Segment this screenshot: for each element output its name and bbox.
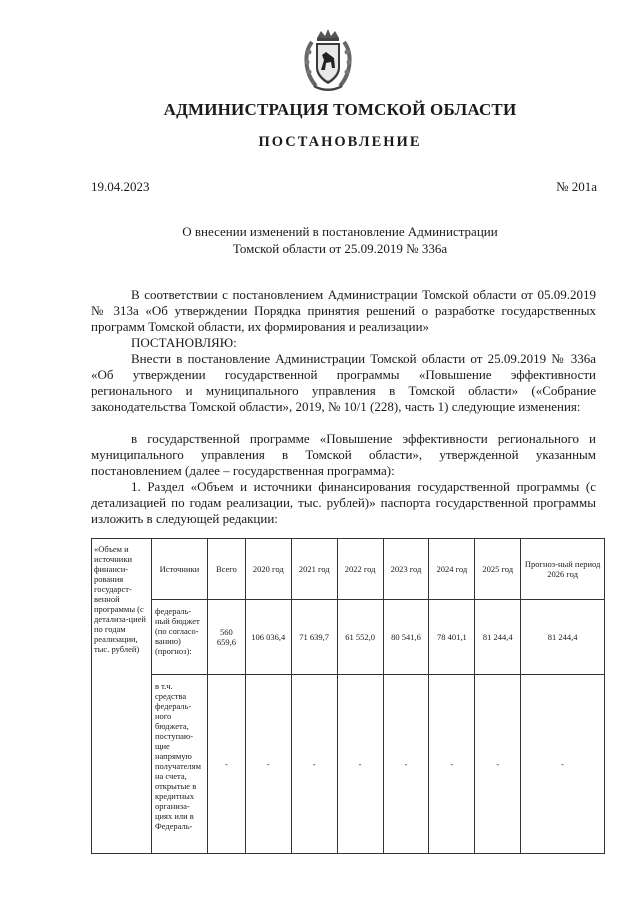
paragraph-amendment: Внести в постановление Администрации Томской области от 25.09.2019 № 336а «Об утверждении государственной программы «Повышение эффективности регионального и муниципального управления в Томской области» («Собрание законодательства Томской области», 2019, № 10/1 (228), часть 1) следующие изменения: bbox=[91, 351, 596, 414]
value-cell: 71 639,7 bbox=[291, 600, 337, 675]
document-type: ПОСТАНОВЛЕНИЕ bbox=[258, 134, 422, 150]
value-cell: - bbox=[337, 675, 383, 854]
value-cell: 560 659,6 bbox=[207, 600, 245, 675]
header-cell: 2022 год bbox=[337, 539, 383, 600]
source-cell: федераль-ный бюджет (по согласо-ванию) (прогноз): bbox=[151, 600, 207, 675]
header-cell: Источники bbox=[151, 539, 207, 600]
value-cell: - bbox=[207, 675, 245, 854]
value-cell: - bbox=[383, 675, 429, 854]
value-cell: 81 244,4 bbox=[521, 600, 605, 675]
value-cell: 80 541,6 bbox=[383, 600, 429, 675]
row-label-cell: «Объем и источники финанси-рования государст-венной программы (с детализа-цией по годам реализации, тыс. рублей) bbox=[92, 539, 152, 854]
table-row bbox=[92, 600, 605, 675]
value-cell: - bbox=[245, 675, 291, 854]
source-cell: в т.ч. средства федераль-ного бюджета, поступаю-щие напрямую получателям на счета, открытые в кредитных организа-циях или в Федераль- bbox=[151, 675, 207, 854]
header-cell: Всего bbox=[207, 539, 245, 600]
document-number: № 201а bbox=[556, 179, 597, 194]
value-cell: 81 244,4 bbox=[475, 600, 521, 675]
paragraph-resolve: ПОСТАНОВЛЯЮ: bbox=[131, 335, 237, 350]
financing-table bbox=[91, 538, 605, 854]
header-cell: 2020 год bbox=[245, 539, 291, 600]
paragraph-section-1: 1. Раздел «Объем и источники финансирования государственной программы (с детализацией по годам реализации, тыс. рублей)» паспорта государственной программы изложить в следующей редакции: bbox=[91, 479, 596, 526]
value-cell: - bbox=[475, 675, 521, 854]
coat-of-arms-icon bbox=[300, 28, 356, 94]
subject-line: О внесении изменений в постановление Администрации bbox=[182, 224, 498, 239]
table-row bbox=[92, 675, 605, 854]
value-cell: - bbox=[291, 675, 337, 854]
header-cell: 2025 год bbox=[475, 539, 521, 600]
value-cell: - bbox=[521, 675, 605, 854]
header-cell: Прогноз-ный период 2026 год bbox=[521, 539, 605, 600]
table-header-row bbox=[92, 539, 605, 600]
header-cell: 2021 год bbox=[291, 539, 337, 600]
organization-title: АДМИНИСТРАЦИЯ ТОМСКОЙ ОБЛАСТИ bbox=[163, 100, 517, 119]
value-cell: 106 036,4 bbox=[245, 600, 291, 675]
header-cell: 2023 год bbox=[383, 539, 429, 600]
value-cell: - bbox=[429, 675, 475, 854]
value-cell: 61 552,0 bbox=[337, 600, 383, 675]
subject-line: Томской области от 25.09.2019 № 336а bbox=[232, 241, 448, 256]
paragraph-basis: В соответствии с постановлением Администрации Томской области от 05.09.2019 № 313а «Об утверждении Порядка принятия решений о разработке государственных программ Томской области, их формирования и реализации» bbox=[91, 287, 596, 334]
document-date: 19.04.2023 bbox=[91, 179, 150, 194]
document-subject bbox=[120, 223, 560, 257]
value-cell: 78 401,1 bbox=[429, 600, 475, 675]
paragraph-program: в государственной программе «Повышение эффективности регионального и муниципального управления в Томской области», утвержденной указанным постановлением (далее – государственная программа): bbox=[91, 431, 596, 478]
header-cell: 2024 год bbox=[429, 539, 475, 600]
